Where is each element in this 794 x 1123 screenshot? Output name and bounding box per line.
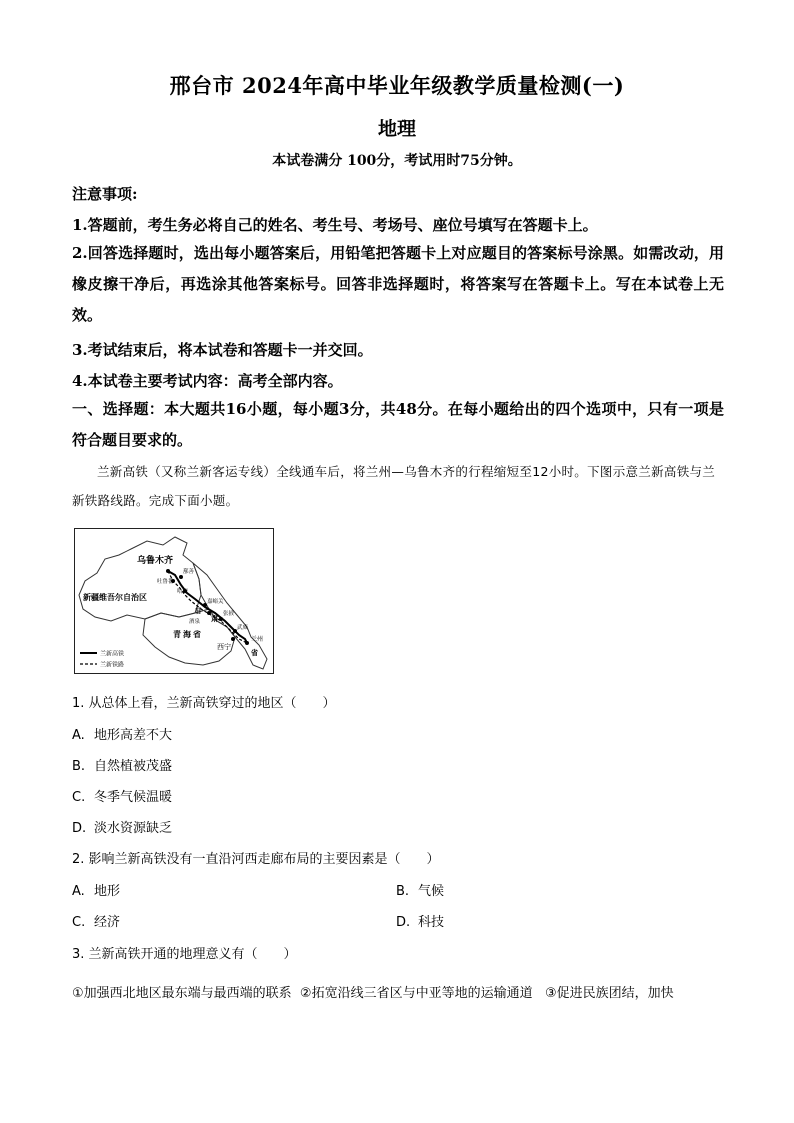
option-label: A. xyxy=(72,884,85,899)
option-label: B. xyxy=(72,759,86,774)
city-dot-urumqi xyxy=(166,569,170,573)
question-3-stem: 3. 兰新高铁开通的地理意义有（ ） xyxy=(72,947,297,962)
label-xinjiang: 新疆维吾尔自治区 xyxy=(83,593,147,602)
exam-title: 邢台市 2024年高中毕业年级教学质量检测(一) xyxy=(169,73,625,98)
subject-title: 地理 xyxy=(377,118,416,140)
label-shanshan: 鄯善 xyxy=(183,569,195,575)
option-text: 自然植被茂盛 xyxy=(94,759,173,774)
notice-item-3: 3.考试结束后，将本试卷和答题卡一并交回。 xyxy=(72,341,373,359)
option-text: 气候 xyxy=(418,884,445,899)
label-xining: 西宁 xyxy=(217,643,231,651)
option-text: 科技 xyxy=(418,915,445,930)
section-heading: 一、选择题：本大题共16小题，每小题3分，共48分。在每小题给出的四个选项中，只有一项是符合题目要求的。 xyxy=(72,400,724,449)
notice-heading: 注意事项: xyxy=(72,185,138,203)
option-text: 地形高差不大 xyxy=(94,728,173,743)
question-2-stem: 2. 影响兰新高铁没有一直沿河西走廊布局的主要因素是（ ） xyxy=(72,852,440,867)
q1-option-b[interactable] xyxy=(72,755,172,774)
option-label: C. xyxy=(72,790,86,805)
label-zhangye: 张掖 xyxy=(223,611,235,617)
q1-option-d[interactable] xyxy=(72,817,172,836)
notice-item-4: 4.本试卷主要考试内容：高考全部内容。 xyxy=(72,372,343,390)
xinjiang-outline xyxy=(79,537,201,621)
score-note: 本试卷满分 100分，考试用时75分钟。 xyxy=(272,153,522,169)
notice-item-2: 2.回答选择题时，选出每小题答案后，用铅笔把答题卡上对应题目的答案标号涂黑。如需改动，用橡皮擦干净后，再选涂其他答案标号。回答非选择题时，将答案写在答题卡上。写在本试卷上无效。 xyxy=(72,244,724,324)
legend-railway-label: 兰新铁路 xyxy=(100,661,125,669)
question-3-statements: ①加强西北地区最东端与最西端的联系 ②拓宽沿线三省区与中亚等地的运输通道 ③促进民族团结，加快 xyxy=(72,986,674,1001)
q1-option-c[interactable] xyxy=(72,786,172,805)
question-1-stem: 1. 从总体上看，兰新高铁穿过的地区（ ） xyxy=(72,696,336,711)
label-jiayuguan: 嘉峪关 xyxy=(207,599,224,605)
q2-option-b[interactable] xyxy=(396,880,444,899)
option-text: 地形 xyxy=(94,884,121,899)
q1-option-a[interactable] xyxy=(72,724,172,743)
city-dot-lanzhou xyxy=(245,641,249,645)
question-intro: 兰新高铁（又称兰新客运专线）全线通车后，将兰州—乌鲁木齐的行程缩短至12小时。下图示意兰新高铁与兰新铁路线路。完成下面小题。 xyxy=(72,464,716,508)
option-label: B. xyxy=(396,884,410,899)
label-jiuquan: 酒泉 xyxy=(189,619,201,625)
city-dot-xining xyxy=(231,637,235,641)
option-label: A. xyxy=(72,728,85,743)
label-turpan: 吐鲁番 xyxy=(157,579,174,585)
city-dot-zhangye xyxy=(219,617,223,621)
q2-option-c[interactable] xyxy=(72,911,120,930)
option-text: 经济 xyxy=(94,915,121,930)
notice-item-1: 1.答题前，考生务必将自己的姓名、考生号、考场号、座位号填写在答题卡上。 xyxy=(72,216,598,234)
route-map xyxy=(74,528,274,674)
legend-high-speed-label: 兰新高铁 xyxy=(100,650,125,658)
label-hami: 哈密 xyxy=(177,589,189,595)
label-sheng: 省 xyxy=(251,649,258,657)
city-dot-shanshan xyxy=(179,575,183,579)
label-urumqi: 乌鲁木齐 xyxy=(137,556,174,566)
q2-option-a[interactable] xyxy=(72,880,120,899)
option-label: D. xyxy=(396,915,411,930)
q2-option-d[interactable] xyxy=(396,911,444,930)
option-label: C. xyxy=(72,915,86,930)
option-label: D. xyxy=(72,821,87,836)
label-su: 肃 xyxy=(211,615,218,623)
label-gan: 甘 xyxy=(195,607,202,615)
route-map-graphic xyxy=(75,529,273,673)
option-text: 冬季气候温暖 xyxy=(94,790,173,805)
label-qinghai: 青海省 xyxy=(173,630,203,639)
label-wuwei: 武威 xyxy=(237,625,249,631)
option-text: 淡水资源缺乏 xyxy=(94,821,173,836)
label-lanzhou: 兰州 xyxy=(251,636,264,643)
